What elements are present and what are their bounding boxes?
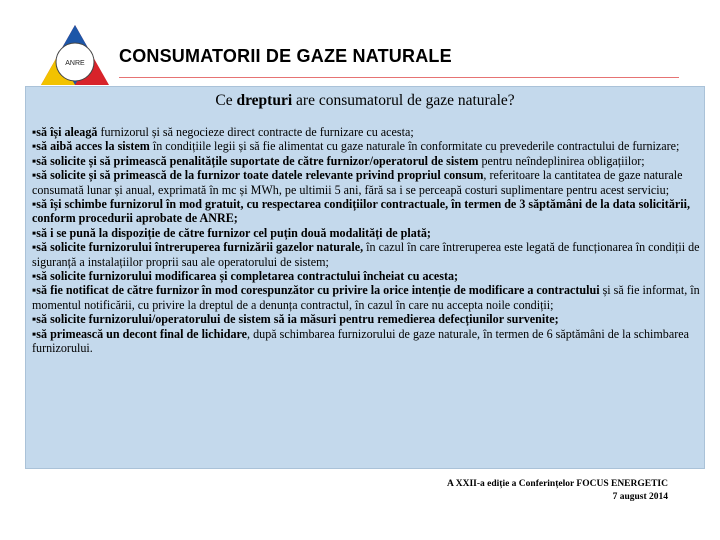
footer-conference: A XXII-a ediție a Conferințelor FOCUS ENERGETIC: [447, 479, 668, 489]
question-emphasis: drepturi: [236, 92, 293, 109]
rights-list: [32, 125, 700, 356]
anre-logo: [40, 24, 110, 86]
right-item: ▪să fie notificat de către furnizor în mod corespunzător cu privire la orice intenție de modificare a contractului și să fie informat, în momentul notificării, cu privire la dreptul de a denunța contractul, în cazul în care nu accepta noile condiții;: [32, 283, 700, 312]
rights-panel: [25, 86, 705, 469]
right-item: ▪să solicite și să primească penalitățile suportate de către furnizor/operatorul de sistem pentru neîndeplinirea obligațiilor;: [32, 153, 645, 168]
footer-date: 7 august 2014: [612, 492, 668, 502]
page-title: CONSUMATORII DE GAZE NATURALE: [119, 46, 452, 66]
right-item: ▪să aibă acces la sistem în condițiile legii și să fie alimentat cu gaze naturale în conformitate cu prevederile contractului de furnizare;: [32, 139, 680, 154]
right-item: ▪să își aleagă furnizorul și să negocieze direct contracte de furnizare cu acesta;: [32, 125, 414, 139]
right-item: ▪să primească un decont final de lichidare, după schimbarea furnizorului de gaze naturale, în termen de 6 săptămâni de la schimbarea furnizorului.: [32, 326, 689, 356]
right-item: ▪să solicite furnizorului modificarea și completarea contractului încheiat cu acesta;: [32, 269, 459, 284]
right-item: ▪să își schimbe furnizorul în mod gratuit, cu respectarea condițiilor contractuale, în termen de 3 săptămâni de la data solicitării, conform procedurii aprobate de ANRE;: [32, 197, 690, 226]
footer: [447, 478, 668, 504]
title-divider: [119, 77, 679, 78]
logo-text: ANRE: [65, 60, 85, 67]
panel-question: [26, 92, 704, 110]
right-item: ▪să solicite furnizorului/operatorului de sistem să ia măsuri pentru remedierea defecțiunilor survenite;: [32, 312, 559, 327]
right-item: ▪să solicite și să primească de la furnizor toate datele relevante privind propriul consum, referitoare la cantitatea de gaze naturale consumată lunar și anual, exprimată în mc și MWh, pe ultimii 5 ani, fără sa i se perceapă costuri suplimentare pentru acest serviciu;: [32, 168, 683, 197]
question-after: are consumatorul de gaze naturale?: [292, 92, 515, 109]
right-item: ▪să solicite furnizorului întreruperea furnizării gazelor naturale, în cazul în care întreruperea este legată de funcționarea în condiții de siguranță a instalațiilor proprii sau ale operatorului de sistem;: [32, 240, 700, 269]
question-before: Ce: [215, 92, 237, 109]
right-item: ▪să i se pună la dispoziție de către furnizor cel puțin două modalități de plată;: [32, 225, 431, 240]
